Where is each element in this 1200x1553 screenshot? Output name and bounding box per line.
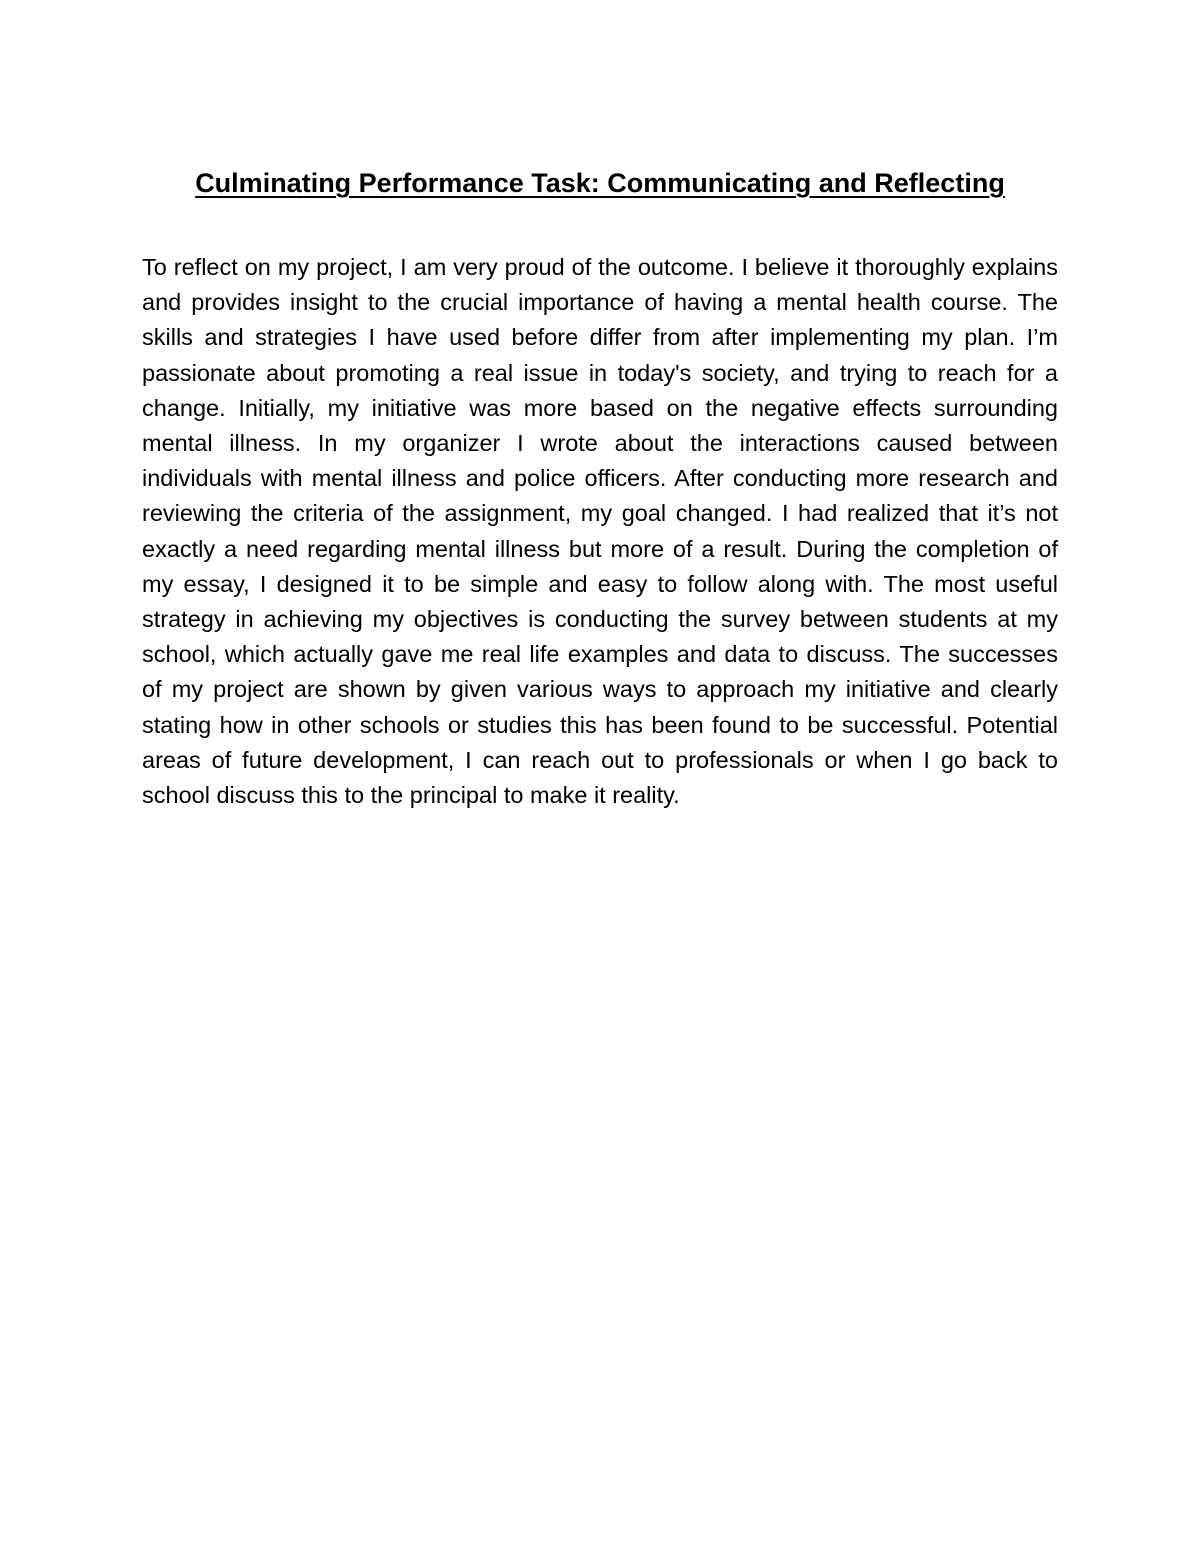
document-title: Culminating Performance Task: Communicating and Reflecting bbox=[195, 168, 1005, 198]
body-paragraph: To reflect on my project, I am very proud of the outcome. I believe it thoroughly explains and provides insight to the crucial importance of having a mental health course. The skills and strategies I have used before differ from after implementing my plan. I’m passionate about promoting a real issue in today's society, and trying to reach for a change. Initially, my initiative was more based on the negative effects surrounding mental illness. In my organizer I wrote about the interactions caused between individuals with mental illness and police officers. After conducting more research and reviewing the criteria of the assignment, my goal changed. I had realized that it’s not exactly a need regarding mental illness but more of a result. During the completion of my essay, I designed it to be simple and easy to follow along with. The most useful strategy in achieving my objectives is conducting the survey between students at my school, which actually gave me real life examples and data to discuss. The successes of my project are shown by given various ways to approach my initiative and clearly stating how in other schools or studies this has been found to be successful. Potential areas of future development, I can reach out to professionals or when I go back to school discuss this to the principal to make it reality. bbox=[142, 254, 1058, 809]
